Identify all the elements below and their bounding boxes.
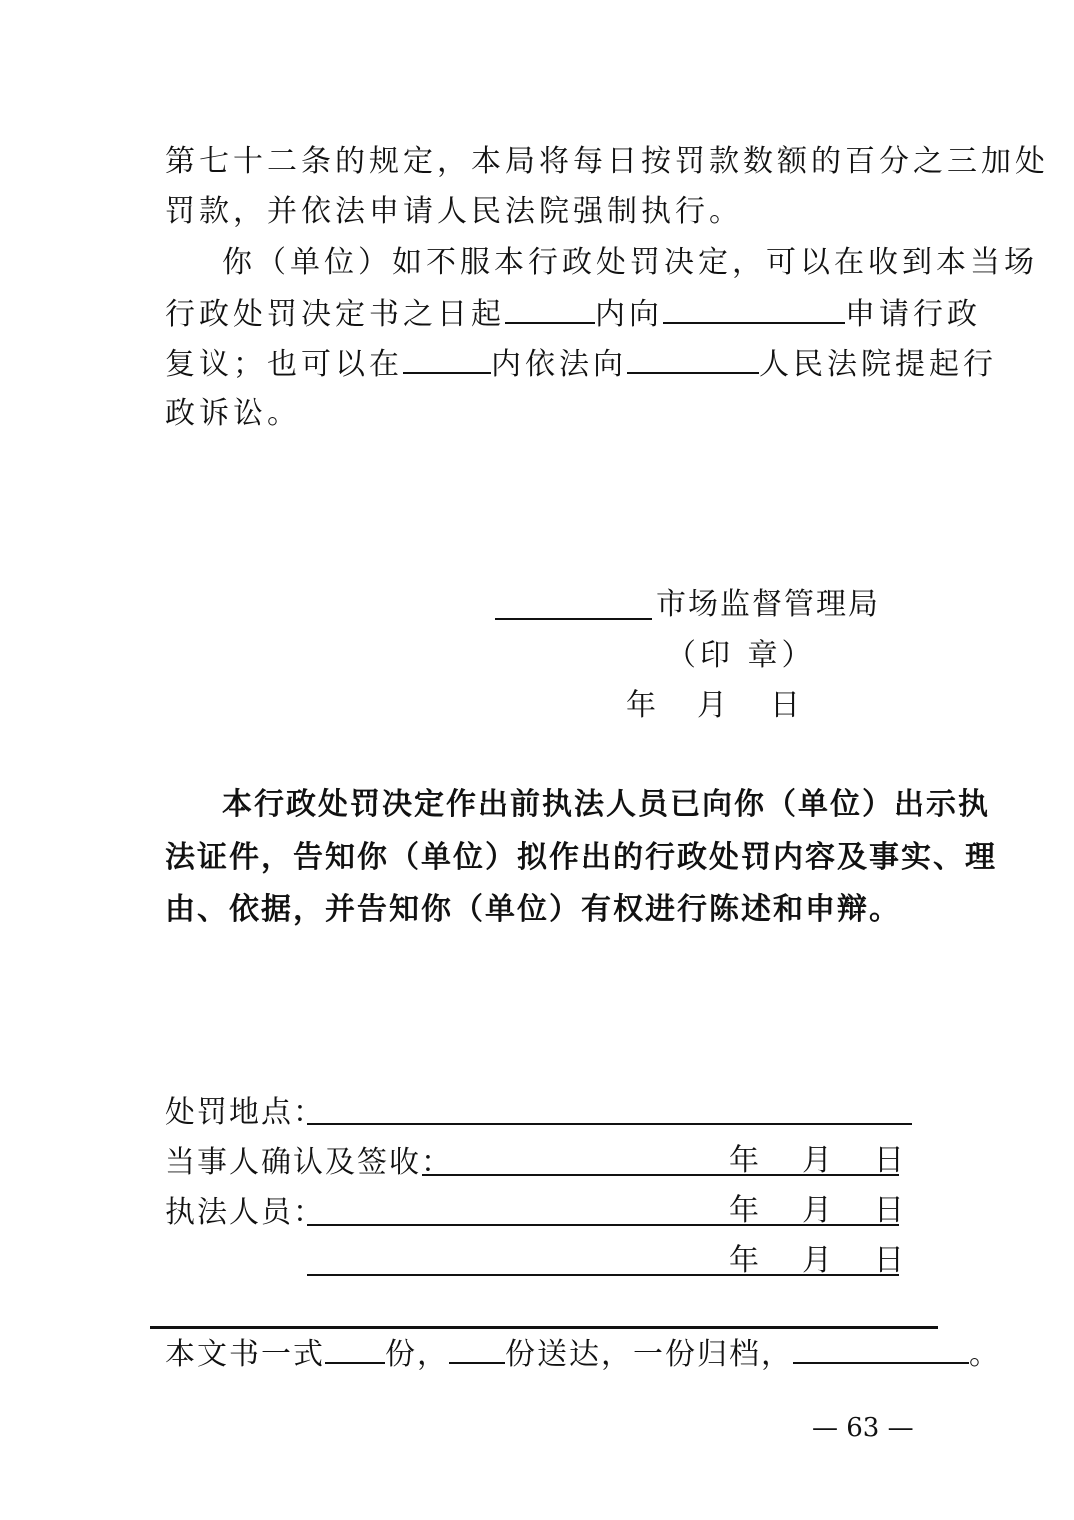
copies-text-c: 份送达，一份归档， <box>505 1337 793 1372</box>
para2-line4: 政诉讼。 <box>165 396 301 431</box>
notice-line3: 由、依据，并告知你（单位）有权进行陈述和申辩。 <box>165 892 901 927</box>
officer-day-2: 日 <box>874 1243 904 1278</box>
page-number: — 63 — <box>812 1413 914 1443</box>
para1-line2: 罚款，并依法申请人民法院强制执行。 <box>165 194 743 229</box>
para2-line2-text-b: 内向 <box>595 297 663 332</box>
officer-date-1 <box>0 1191 1074 1231</box>
notice-line1: 本行政处罚决定作出前执法人员已向你（单位）出示执 <box>222 787 990 822</box>
seal-label: （印 章） <box>666 638 816 673</box>
copies-other-blank[interactable] <box>793 1334 969 1364</box>
officer-year-1: 年 <box>729 1193 759 1228</box>
signature-month: 月 <box>697 688 727 723</box>
party-day: 日 <box>874 1143 904 1178</box>
place-label: 处罚地点： <box>165 1095 325 1130</box>
agency-name-blank[interactable] <box>495 618 652 620</box>
appeal-period-blank[interactable] <box>505 294 595 324</box>
lawsuit-period-blank[interactable] <box>403 344 491 374</box>
copies-line <box>165 1334 1001 1375</box>
notice-line2: 法证件，告知你（单位）拟作出的行政处罚内容及事实、理 <box>165 840 997 875</box>
officer-month-1: 月 <box>802 1193 832 1228</box>
copies-text-a: 本文书一式 <box>165 1337 325 1372</box>
para2-line3-text-c: 人民法院提起行 <box>759 347 997 382</box>
footer-divider <box>150 1326 938 1329</box>
officer-label: 执法人员： <box>165 1195 325 1230</box>
copies-text-b: 份， <box>385 1337 449 1372</box>
officer-month-2: 月 <box>802 1243 832 1278</box>
signature-day: 日 <box>770 688 800 723</box>
agency-name: 市场监督管理局 <box>656 587 880 622</box>
para2-line3-text-a: 复议；也可以在 <box>165 347 403 382</box>
court-name-blank[interactable] <box>627 344 759 374</box>
review-authority-blank[interactable] <box>663 294 845 324</box>
para1-line1: 第七十二条的规定，本局将每日按罚款数额的百分之三加处 <box>165 144 1049 179</box>
para2-line3 <box>165 344 997 385</box>
signature-year: 年 <box>626 688 656 723</box>
copies-served-blank[interactable] <box>449 1334 505 1364</box>
party-date <box>0 1141 1074 1181</box>
copies-total-blank[interactable] <box>325 1334 385 1364</box>
party-month: 月 <box>802 1143 832 1178</box>
officer-year-2: 年 <box>729 1243 759 1278</box>
officer-day-1: 日 <box>874 1193 904 1228</box>
copies-text-end: 。 <box>969 1337 1001 1372</box>
para2-line2-text-a: 行政处罚决定书之日起 <box>165 297 505 332</box>
party-label: 当事人确认及签收： <box>165 1145 453 1180</box>
officer-date-2 <box>0 1241 1074 1281</box>
place-field[interactable] <box>307 1123 912 1125</box>
para2-line2 <box>165 294 981 335</box>
signature-date <box>0 686 1074 726</box>
party-year: 年 <box>729 1143 759 1178</box>
para2-line2-text-c: 申请行政 <box>845 297 981 332</box>
para2-line3-text-b: 内依法向 <box>491 347 627 382</box>
para2-line1: 你（单位）如不服本行政处罚决定，可以在收到本当场 <box>222 245 1038 280</box>
